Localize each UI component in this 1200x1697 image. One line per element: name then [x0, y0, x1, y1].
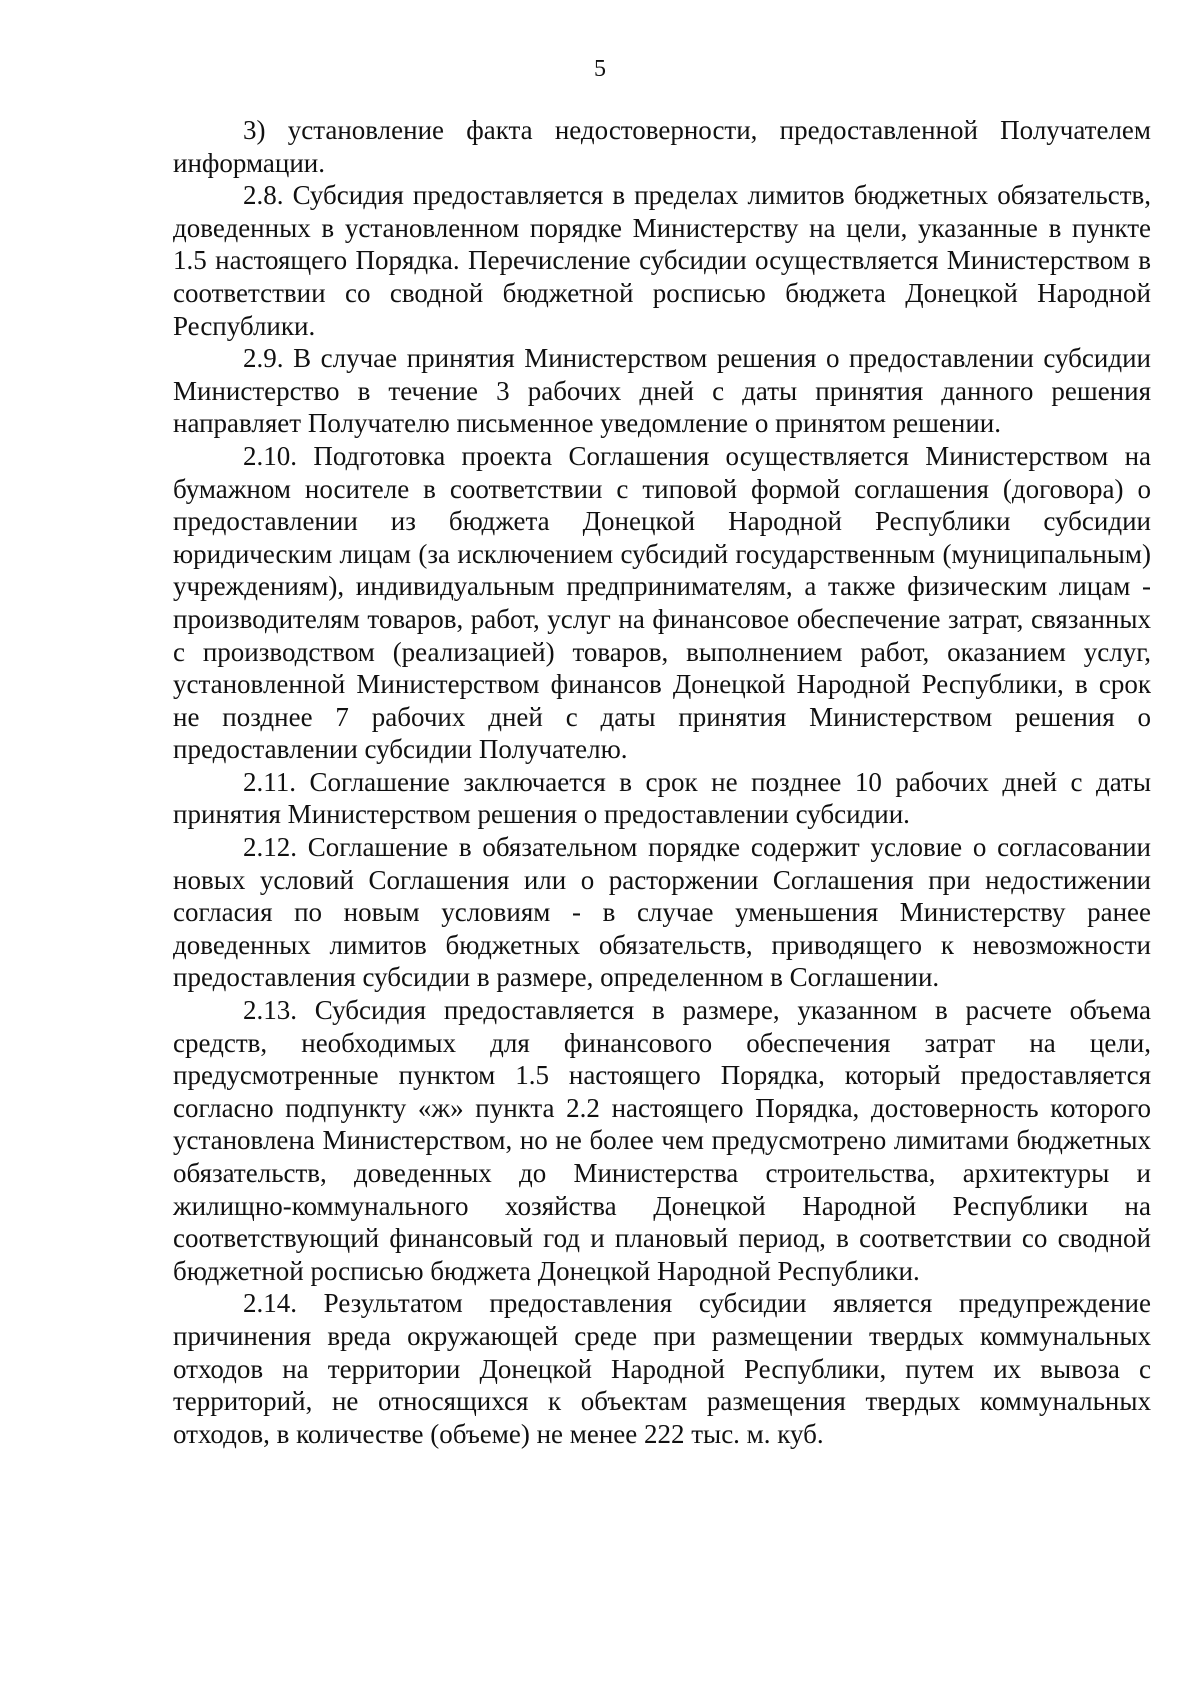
- document-body: [173, 114, 1151, 1450]
- page-number: 5: [594, 56, 606, 82]
- paragraph-clause-2-13: 2.13. Субсидия предоставляется в размере, указанном в расчете объема средств, необходимых для финансового обеспечения затрат на цели, предусмотренные пунктом 1.5 настоящего Порядка, который предоставляется согласно подпункту «ж» пункта 2.2 настоящего Порядка, достоверность которого установлена Министерством, но не более чем предусмотрено лимитами бюджетных обязательств, доведенных до Министерства строительства, архитектуры и жилищно-коммунального хозяйства Донецкой Народной Республики на соответствующий финансовый год и плановый период, в соответствии со сводной бюджетной росписью бюджета Донецкой Народной Республики.: [173, 995, 1151, 1286]
- paragraph-clause-2-11: 2.11. Соглашение заключается в срок не позднее 10 рабочих дней с даты принятия Министерством решения о предоставлении субсидии.: [173, 766, 1151, 830]
- paragraph-clause-2-10: 2.10. Подготовка проекта Соглашения осуществляется Министерством на бумажном носителе в соответствии с типовой формой соглашения (договора) о предоставлении из бюджета Донецкой Народной Республики субсидии юридическим лицам (за исключением субсидий государственным (муниципальным) учреждениям), индивидуальным предпринимателям, а также физическим лицам - производителям товаров, работ, услуг на финансовое обеспечение затрат, связанных с производством (реализацией) товаров, выполнением работ, оказанием услуг, установленной Министерством финансов Донецкой Народной Республики, в срок не позднее 7 рабочих дней с даты принятия Министерством решения о предоставлении субсидии Получателю.: [173, 440, 1151, 765]
- paragraph-clause-2-9: 2.9. В случае принятия Министерством решения о предоставлении субсидии Министерство в течение 3 рабочих дней с даты принятия данного решения направляет Получателю письменное уведомление о принятом решении.: [173, 343, 1151, 439]
- paragraph-clause-2-12: 2.12. Соглашение в обязательном порядке содержит условие о согласовании новых условий Соглашения или о расторжении Соглашения при недостижении согласия по новым условиям - в случае уменьшения Министерству ранее доведенных лимитов бюджетных обязательств, приводящего к невозможности предоставления субсидии в размере, определенном в Соглашении.: [173, 832, 1151, 993]
- paragraph-clause-2-14: 2.14. Результатом предоставления субсидии является предупреждение причинения вреда окружающей среде при размещении твердых коммунальных отходов на территории Донецкой Народной Республики, путем их вывоза с территорий, не относящихся к объектам размещения твердых коммунальных отходов, в количестве (объеме) не менее 222 тыс. м. куб.: [173, 1288, 1151, 1449]
- paragraph-clause-2-8: 2.8. Субсидия предоставляется в пределах лимитов бюджетных обязательств, доведенных в установленном порядке Министерству на цели, указанные в пункте 1.5 настоящего Порядка. Перечисление субсидии осуществляется Министерством в соответствии со сводной бюджетной росписью бюджета Донецкой Народной Республики.: [173, 180, 1151, 341]
- paragraph-item-3: 3) установление факта недостоверности, предоставленной Получателем информации.: [173, 115, 1151, 178]
